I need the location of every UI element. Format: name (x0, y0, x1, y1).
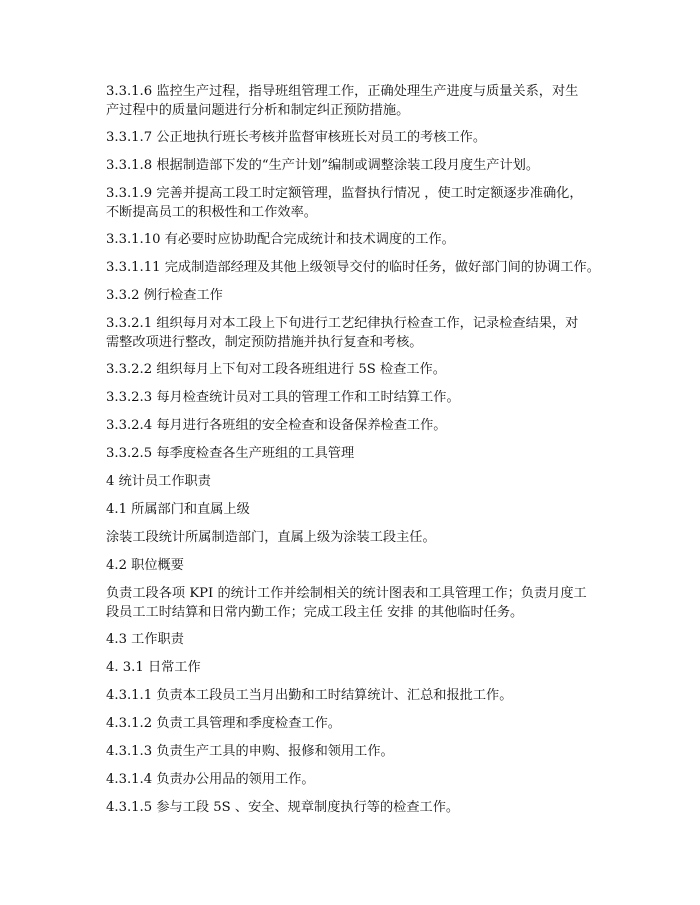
paragraph (106, 128, 606, 147)
paragraph (106, 742, 606, 761)
text-line: 3.3.2.4 每月进行各班组的安全检查和设备保养检查工作。 (106, 418, 447, 433)
text-line: 3.3.2.5 每季度检查各生产班组的工具管理 (106, 446, 355, 461)
text-line: 3.3.2.2 组织每月上下旬对工段各班组进行 5S 检查工作。 (106, 362, 446, 377)
paragraph (106, 156, 606, 175)
text-line: 不断提高员工的积极性和工作效率。 (106, 205, 317, 220)
paragraph (106, 184, 606, 222)
text-line: 4.3.1.1 负责本工段员工当月出勤和工时结算统计、汇总和报批工作。 (106, 688, 513, 703)
paragraph (106, 798, 606, 817)
text-line: 4.3.1.2 负责工具管理和季度检查工作。 (106, 716, 341, 731)
text-line: 需整改项进行整改，制定预防措施并执行复查和考核。 (106, 335, 423, 350)
paragraph (106, 444, 606, 463)
paragraph (106, 314, 606, 352)
text-line: 涂装工段统计所属制造部门，直属上级为涂装工段主任。 (106, 530, 436, 545)
paragraph (106, 686, 606, 705)
section-heading (106, 286, 606, 305)
text-line: 产过程中的质量问题进行分析和制定纠正预防措施。 (106, 103, 410, 118)
section-heading (106, 556, 606, 575)
section-heading (106, 500, 606, 519)
section-heading (106, 630, 606, 649)
section-heading (106, 658, 606, 677)
text-line: 负责工段各项 KPI 的统计工作并绘制相关的统计图表和工具管理工作；负责月度工 (106, 586, 587, 601)
text-line: 4.3.1.5 参与工段 5S 、安全、规章制度执行等的检查工作。 (106, 800, 460, 815)
text-line: 3.3.2 例行检查工作 (106, 288, 223, 303)
text-line: 4.3.1.3 负责生产工具的申购、报修和领用工作。 (106, 744, 394, 759)
paragraph (106, 416, 606, 435)
text-line: 4. 3.1 日常工作 (106, 660, 201, 675)
text-line: 3.3.1.6 监控生产过程，指导班组管理工作，正确处理生产进度与质量关系，对生 (106, 84, 579, 99)
text-line: 3.3.1.11 完成制造部经理及其他上级领导交付的临时任务，做好部门间的协调工作。 (106, 260, 600, 275)
text-line: 4.3 工作职责 (106, 632, 184, 647)
paragraph (106, 360, 606, 379)
paragraph (106, 82, 606, 120)
text-line: 4.1 所属部门和直属上级 (106, 502, 250, 517)
paragraph (106, 528, 606, 547)
text-line: 3.3.2.1 组织每月对本工段上下旬进行工艺纪律执行检查工作，记录检查结果，对 (106, 316, 579, 331)
text-line: 4.2 职位概要 (106, 558, 184, 573)
paragraph (106, 584, 606, 622)
text-line: 段员工工时结算和日常内勤工作；完成工段主任 安排 的其他临时任务。 (106, 605, 524, 620)
text-line: 3.3.1.8 根据制造部下发的“生产计划”编制或调整涂装工段月度生产计划。 (106, 158, 540, 173)
text-line: 4.3.1.4 负责办公用品的领用工作。 (106, 772, 315, 787)
paragraph (106, 714, 606, 733)
paragraph (106, 258, 606, 277)
section-heading (106, 472, 606, 491)
text-line: 3.3.1.7 公正地执行班长考核并监督审核班长对员工的考核工作。 (106, 130, 487, 145)
paragraph (106, 770, 606, 789)
text-line: 4 统计员工作职责 (106, 474, 211, 489)
paragraph (106, 230, 606, 249)
text-line: 3.3.1.9 完善并提高工段工时定额管理，监督执行情况 ，使工时定额逐步准确化， (106, 186, 583, 201)
text-line: 3.3.1.10 有必要时应协助配合完成统计和技术调度的工作。 (106, 232, 455, 247)
text-line: 3.3.2.3 每月检查统计员对工具的管理工作和工时结算工作。 (106, 390, 460, 405)
paragraph (106, 388, 606, 407)
